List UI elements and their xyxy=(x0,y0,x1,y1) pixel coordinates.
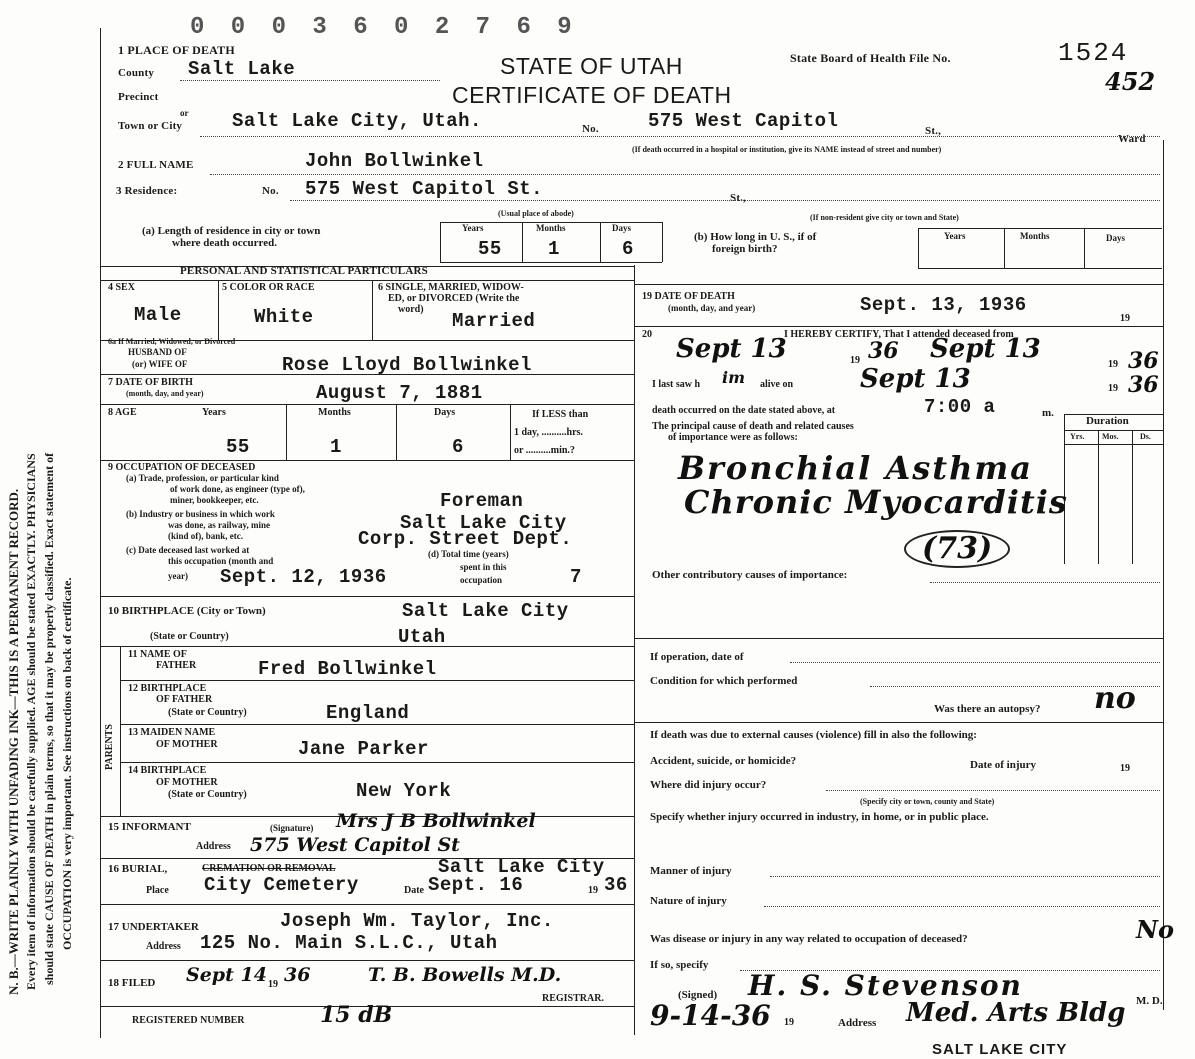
occ-b-2: was done, as railway, mine xyxy=(168,520,271,530)
town-label: Town or City xyxy=(118,120,183,132)
us-years-label: Years xyxy=(944,231,966,241)
precinct-label: Precinct xyxy=(118,91,159,103)
age-months: 1 xyxy=(330,436,342,458)
mother-name: Jane Parker xyxy=(298,738,429,760)
usual-abode-note: (Usual place of abode) xyxy=(498,209,574,218)
certify-to-year-prefix: 19 xyxy=(1108,359,1118,370)
occ-d-1: (d) Total time (years) xyxy=(428,549,509,559)
dob-label-a: 7 DATE OF BIRTH xyxy=(108,377,193,388)
certificate-title: CERTIFICATE OF DEATH xyxy=(452,82,732,108)
death-date-label-b: (month, day, and year) xyxy=(668,303,756,313)
death-date-value: Sept. 13, 1936 xyxy=(860,294,1027,316)
death-time-suffix: m. xyxy=(1042,407,1054,419)
signed-address-label: Address xyxy=(838,1017,877,1029)
registered-number-label: REGISTERED NUMBER xyxy=(132,1015,245,1026)
ifso-label: If so, specify xyxy=(650,959,709,971)
father-name: Fred Bollwinkel xyxy=(258,658,437,680)
occ-d-2: spent in this xyxy=(460,562,507,572)
filed-year: 36 xyxy=(284,964,311,986)
dob-value: August 7, 1881 xyxy=(316,382,483,404)
res-months: 1 xyxy=(548,238,560,260)
manner-label: Manner of injury xyxy=(650,865,732,877)
filed-date: Sept 14 xyxy=(186,964,267,986)
county-label: County xyxy=(118,67,155,79)
residence-no-label: No. xyxy=(262,185,279,197)
res-days-label: Days xyxy=(612,223,632,233)
res-months-label: Months xyxy=(536,223,566,233)
death-date-label-a: 19 DATE OF DEATH xyxy=(642,291,735,302)
residence-label: 3 Residence: xyxy=(116,185,178,197)
last-saw-label: I last saw h xyxy=(652,379,701,390)
street-value: 575 West Capitol xyxy=(648,110,839,132)
informant-address-label: Address xyxy=(196,841,231,852)
informant-address: 575 West Capitol St xyxy=(250,834,460,856)
file-number: 1524 xyxy=(1058,38,1129,68)
fbp-label-c: (State or Country) xyxy=(168,707,247,718)
less-label-c: or ..........min.? xyxy=(514,445,575,456)
registrar-signature: T. B. Bowells M.D. xyxy=(368,964,562,986)
frame-right xyxy=(1163,140,1164,1010)
age-label: 8 AGE xyxy=(108,407,137,418)
occupation-total-time: 7 xyxy=(570,566,582,588)
place-heading: 1 PLACE OF DEATH xyxy=(118,43,235,57)
signed-date: 9-14-36 xyxy=(650,999,771,1032)
fbp-label-a: 12 BIRTHPLACE xyxy=(128,683,207,694)
occ-c-2: this occupation (month and xyxy=(168,556,274,566)
duration-label: Duration xyxy=(1086,415,1129,427)
undertaker-address-label: Address xyxy=(146,941,181,952)
certify-to: Sept 13 xyxy=(930,334,1041,364)
res-days: 6 xyxy=(622,238,634,260)
certify-to-year: 36 xyxy=(1128,348,1159,374)
nature-label: Nature of injury xyxy=(650,895,727,907)
board-label: State Board of Health File No. xyxy=(790,51,951,65)
res-years: 55 xyxy=(478,238,502,260)
duration-yrs: Yrs. xyxy=(1070,432,1085,441)
undertaker-value: Joseph Wm. Taylor, Inc. xyxy=(280,910,554,932)
side-note-warning: N. B.—WRITE PLAINLY WITH UNFADING INK—THIS IS A PERMANENT RECORD. xyxy=(6,488,21,995)
occ-c-1: (c) Date deceased last worked at xyxy=(126,545,250,555)
dob-label-b: (month, day, and year) xyxy=(126,389,204,398)
mother-birthplace: New York xyxy=(356,780,452,802)
certify-from-year-prefix: 19 xyxy=(850,355,860,366)
frame-left xyxy=(100,28,101,1038)
certify-number: 20 xyxy=(642,329,652,340)
marital-label-a: 6 SINGLE, MARRIED, WIDOW- xyxy=(378,282,524,293)
autopsy-label: Was there an autopsy? xyxy=(934,703,1041,715)
occupation-trade: Foreman xyxy=(440,490,524,512)
sex-label: 4 SEX xyxy=(108,282,135,293)
father-birthplace: England xyxy=(326,702,410,724)
age-days: 6 xyxy=(452,436,464,458)
autopsy-value: no xyxy=(1094,681,1136,716)
mbp-label-b: OF MOTHER xyxy=(156,777,218,788)
age-months-label: Months xyxy=(318,407,351,418)
signed-address: Med. Arts Bldg xyxy=(906,998,1126,1028)
marital-label-b: ED, or DIVORCED (Write the xyxy=(388,293,520,304)
mbp-label-c: (State or Country) xyxy=(168,789,247,800)
certify-from: Sept 13 xyxy=(676,334,787,364)
res-years-label: Years xyxy=(462,223,484,233)
center-divider xyxy=(634,265,635,1035)
less-label-b: 1 day, ..........hrs. xyxy=(514,427,583,438)
undertaker-label: 17 UNDERTAKER xyxy=(108,921,199,933)
burial-struck-text: CREMATION OR REMOVAL xyxy=(202,863,336,874)
occupation-industry-2: Corp. Street Dept. xyxy=(358,528,573,550)
cause-primary: Bronchial Asthma xyxy=(678,449,1033,487)
occupation-last-worked: Sept. 12, 1936 xyxy=(220,566,387,588)
alive-on-date: Sept 13 xyxy=(860,364,971,394)
condition-label: Condition for which performed xyxy=(650,675,798,687)
age-days-label: Days xyxy=(434,407,456,418)
marital-value: Married xyxy=(452,310,536,332)
duration-ds: Ds. xyxy=(1140,432,1151,441)
full-name-label: 2 FULL NAME xyxy=(118,159,194,171)
side-note-instructions-3: OCCUPATION is very important. See instructions on back of certificate. xyxy=(60,577,74,950)
occ-a-3: miner, bookkeeper, etc. xyxy=(170,495,259,505)
county-value: Salt Lake xyxy=(188,58,296,80)
us-days-label: Days xyxy=(1106,233,1126,243)
side-note-instructions-1: Every item of information should be carefully supplied. AGE should be stated EXACTLY. PHYSICIANS xyxy=(24,453,38,990)
burial-place-1: Salt Lake City xyxy=(438,856,605,878)
last-saw-him: im xyxy=(722,368,746,387)
where-label: Where did injury occur? xyxy=(650,779,767,791)
spouse-label-a: 6a If Married, Widowed, or Divorced xyxy=(108,337,236,346)
age-years-label: Years xyxy=(202,407,226,418)
father-label-b: FATHER xyxy=(156,660,197,671)
burial-place-2: City Cemetery xyxy=(204,874,359,896)
state-title: STATE OF UTAH xyxy=(500,53,683,79)
length-residence-label-a: (a) Length of residence in city or town xyxy=(142,225,321,237)
birthplace-state-label: (State or Country) xyxy=(150,631,229,642)
town-value: Salt Lake City, Utah. xyxy=(232,110,482,132)
occ-b-3: (kind of), bank, etc. xyxy=(168,531,244,541)
duration-mos: Mos. xyxy=(1102,432,1119,441)
certify-text: I HEREBY CERTIFY, That I attended deceased from xyxy=(784,329,1014,340)
fbp-label-b: OF FATHER xyxy=(156,694,213,705)
birthplace-city: Salt Lake City xyxy=(402,600,569,622)
occ-d-3: occupation xyxy=(460,575,503,585)
alive-year-prefix: 19 xyxy=(1108,383,1118,394)
birthplace-label: 10 BIRTHPLACE (City or Town) xyxy=(108,605,266,617)
occupation-industry-1: Salt Lake City xyxy=(400,512,567,534)
registrar-label: REGISTRAR. xyxy=(542,993,604,1004)
filed-year-prefix: 19 xyxy=(268,979,278,990)
hospital-note: (If death occurred in a hospital or institution, give its NAME instead of street and number) xyxy=(632,145,942,154)
us-months-label: Months xyxy=(1020,231,1050,241)
filed-label: 18 FILED xyxy=(108,977,156,989)
informant-signature: Mrs J B Bollwinkel xyxy=(336,810,536,832)
father-label-a: 11 NAME OF xyxy=(128,649,187,660)
age-years: 55 xyxy=(226,436,250,458)
external-intro: If death was due to external causes (violence) fill in also the following: xyxy=(650,729,977,741)
less-label-a: If LESS than xyxy=(532,409,589,420)
cause-code: (73) xyxy=(904,530,1010,568)
mother-label-a: 13 MAIDEN NAME xyxy=(128,727,216,738)
burial-date: Sept. 16 xyxy=(428,874,524,896)
mother-label-b: OF MOTHER xyxy=(156,739,218,750)
marital-label-c: word) xyxy=(398,304,424,315)
undertaker-address: 125 No. Main S.L.C., Utah xyxy=(200,932,498,954)
side-note-instructions-2: should state CAUSE OF DEATH in plain terms, so that it may be properly classified. Exact statement of xyxy=(42,452,56,985)
ward-label: Ward xyxy=(1118,133,1146,145)
us-label-a: (b) How long in U. S., if of xyxy=(694,231,817,243)
specify-location-note: (Specify city or town, county and State) xyxy=(860,797,995,806)
certificate-number: 0 0 0 3 6 0 2 7 6 9 xyxy=(190,14,578,41)
operation-date-label: If operation, date of xyxy=(650,651,744,663)
burial-label: 16 BURIAL, xyxy=(108,863,168,875)
certify-from-year: 36 xyxy=(868,338,899,364)
footer-stamp: SALT LAKE CITY xyxy=(932,1041,1068,1058)
cause-label-a: The principal cause of death and related causes xyxy=(652,421,854,432)
spouse-value: Rose Lloyd Bollwinkel xyxy=(282,354,532,376)
physician-signature: H. S. Stevenson xyxy=(748,969,1023,1002)
burial-place-label: Place xyxy=(146,885,169,896)
burial-year: 36 xyxy=(604,874,628,896)
spouse-label-c: (or) WIFE OF xyxy=(132,359,188,369)
burial-date-label: Date xyxy=(404,885,424,896)
us-label-b: foreign birth? xyxy=(712,243,778,255)
or-label: or xyxy=(180,108,189,118)
date-injury-label: Date of injury xyxy=(970,759,1036,771)
accident-label: Accident, suicide, or homicide? xyxy=(650,755,797,767)
color-value: White xyxy=(254,306,314,328)
cause-secondary: Chronic Myocarditis xyxy=(684,483,1068,521)
occ-a-2: of work done, as engineer (type of), xyxy=(170,484,305,494)
occ-b-1: (b) Industry or business in which work xyxy=(126,509,275,519)
registered-number: 15 dB xyxy=(320,1002,393,1028)
alive-on-label: alive on xyxy=(760,379,794,390)
spouse-label-b: HUSBAND OF xyxy=(128,347,187,357)
other-causes-label: Other contributory causes of importance: xyxy=(652,569,848,581)
related-label: Was disease or injury in any way related to occupation of deceased? xyxy=(650,933,968,945)
street-no-label: No. xyxy=(582,123,599,135)
color-label: 5 COLOR OR RACE xyxy=(222,282,315,293)
related-value: No xyxy=(1136,915,1174,944)
occupation-label: 9 OCCUPATION OF DECEASED xyxy=(108,462,256,473)
sex-value: Male xyxy=(134,304,182,326)
personal-heading: PERSONAL AND STATISTICAL PARTICULARS xyxy=(180,265,428,277)
file-number-handwritten: 452 xyxy=(1105,67,1156,96)
mbp-label-a: 14 BIRTHPLACE xyxy=(128,765,207,776)
md-label: M. D. xyxy=(1136,995,1163,1007)
signed-year-prefix: 19 xyxy=(784,1017,794,1028)
occ-a-1: (a) Trade, profession, or particular kind xyxy=(126,473,279,483)
injury-year-label: 19 xyxy=(1120,763,1130,774)
occ-c-3: year) xyxy=(168,571,188,581)
length-residence-label-b: where death occurred. xyxy=(172,237,277,249)
st-label: St., xyxy=(925,125,942,137)
cause-label-b: of importance were as follows: xyxy=(668,432,798,443)
burial-year-prefix: 19 xyxy=(588,885,598,896)
informant-label: 15 INFORMANT xyxy=(108,821,191,833)
death-year-suffix: 19 xyxy=(1120,313,1130,324)
birthplace-state: Utah xyxy=(398,626,446,648)
full-name-value: John Bollwinkel xyxy=(305,150,484,172)
parents-side-label: PARENTS xyxy=(104,724,115,770)
nonresident-note: (If non-resident give city or town and State) xyxy=(810,213,959,222)
informant-sig-label: (Signature) xyxy=(270,823,314,833)
residence-value: 575 West Capitol St. xyxy=(305,178,544,200)
whether-label: Specify whether injury occurred in industry, in home, or in public place. xyxy=(650,811,989,823)
occurred-label: death occurred on the date stated above, at xyxy=(652,405,836,416)
alive-year: 36 xyxy=(1128,372,1159,398)
death-time: 7:00 a xyxy=(924,396,996,418)
residence-st-label: St., xyxy=(730,192,747,204)
signed-label: (Signed) xyxy=(678,989,718,1001)
